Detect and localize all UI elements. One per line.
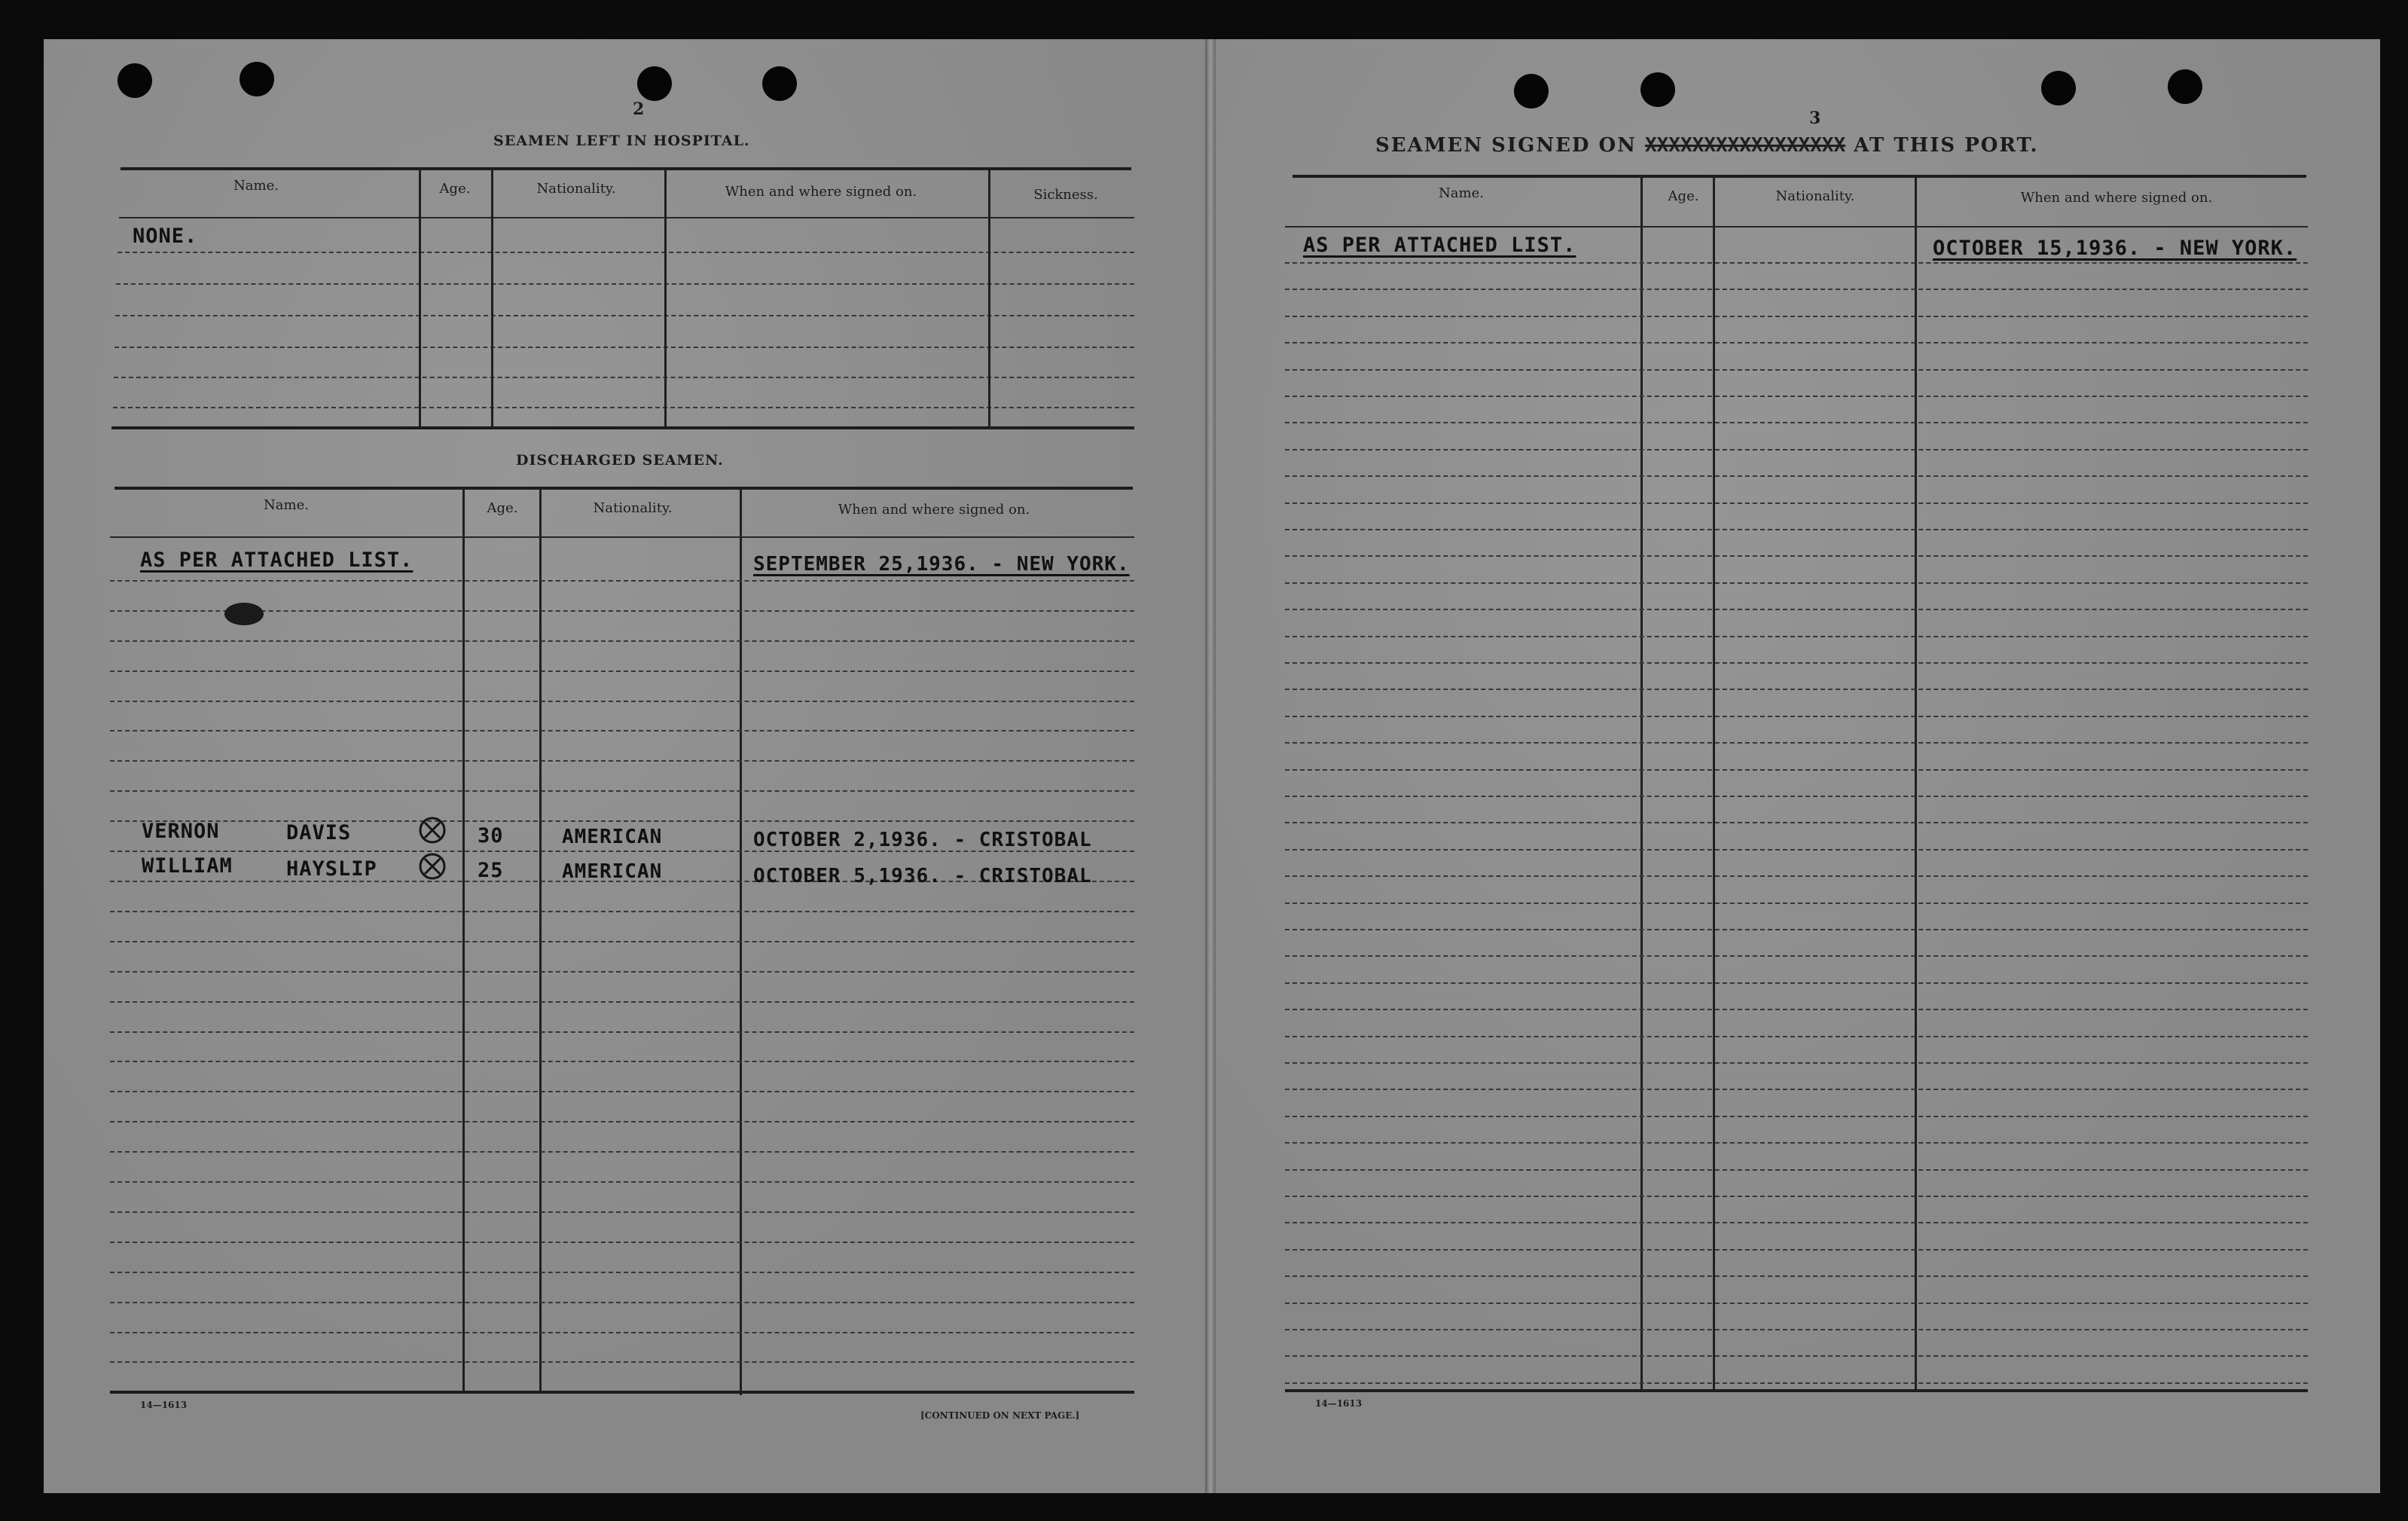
ruled-line: [1285, 716, 2308, 717]
col-nationality-header: Nationality.: [1775, 188, 1855, 204]
header-rule: [1285, 226, 2308, 228]
ruled-line: [1285, 1089, 2308, 1090]
ruled-line: [110, 1001, 1134, 1003]
col-name-header: Name.: [264, 497, 309, 513]
hospital-entry: NONE.: [133, 224, 198, 248]
col-age-header: Age.: [1668, 188, 1699, 204]
col-name-header: Name.: [1439, 185, 1484, 201]
hospital-section-title: SEAMEN LEFT IN HOSPITAL.: [493, 133, 750, 149]
table-bottom-rule: [111, 426, 1134, 429]
ruled-line: [1285, 689, 2308, 690]
discharged-attached-note: AS PER ATTACHED LIST.: [140, 548, 414, 572]
page-number: 2: [633, 99, 645, 119]
ruled-line: [1285, 609, 2308, 610]
table-top-rule: [121, 167, 1131, 170]
ruled-line: [1285, 929, 2308, 930]
header-rule: [110, 536, 1134, 538]
seaman-last-name: DAVIS: [286, 821, 352, 844]
ruled-line: [1285, 742, 2308, 744]
signed-on-section-title: [1375, 134, 2039, 157]
ruled-line: [110, 1181, 1134, 1183]
punch-hole: [2041, 71, 2076, 105]
ruled-line: [110, 1211, 1134, 1213]
ruled-line: [110, 1121, 1134, 1122]
ruled-line: [1285, 1169, 2308, 1171]
col-signed-on-header: When and where signed on.: [2020, 190, 2213, 206]
ruled-line: [1285, 369, 2308, 371]
ruled-line: [1285, 955, 2308, 957]
ruled-line: [110, 1031, 1134, 1033]
ruled-line: [110, 1361, 1134, 1363]
col-sickness-header: Sickness.: [1033, 187, 1098, 203]
ruled-line: [110, 971, 1134, 973]
form-number: 14—1613: [140, 1400, 188, 1410]
title-suffix: AT THIS PORT.: [1854, 134, 2039, 157]
discharged-attached-date: SEPTEMBER 25,1936. - NEW YORK.: [753, 553, 1130, 576]
seaman-signed-on: OCTOBER 2,1936. - CRISTOBAL: [753, 829, 1092, 851]
ruled-line: [110, 1242, 1134, 1243]
title-struck-text: XXXXXXXXXXXXXXXXX: [1644, 134, 1846, 157]
table-bottom-rule: [1285, 1389, 2308, 1392]
ruled-line: [110, 580, 1134, 582]
x-signature-mark-icon: [417, 815, 447, 845]
page-number: 3: [1809, 108, 1821, 128]
ruled-line: [1285, 475, 2308, 477]
left-page: [44, 39, 1210, 1493]
ruled-line: [110, 911, 1134, 912]
ruled-line: [1285, 796, 2308, 797]
ruled-line: [110, 610, 1134, 612]
title-prefix: SEAMEN SIGNED ON: [1375, 134, 1637, 157]
ruled-line: [1285, 316, 2308, 317]
ruled-line: [1285, 875, 2308, 877]
col-age-header: Age.: [439, 181, 471, 197]
ruled-line: [1285, 849, 2308, 851]
col-nationality-header: Nationality.: [536, 181, 616, 197]
ruled-line: [1285, 502, 2308, 504]
col-signed-on-header: When and where signed on.: [838, 502, 1030, 518]
ruled-line: [1285, 1303, 2308, 1304]
seaman-age: 25: [478, 859, 504, 882]
x-signature-mark-icon: [417, 851, 447, 881]
signed-on-attached-date: OCTOBER 15,1936. - NEW YORK.: [1933, 237, 2297, 260]
ruled-line: [1285, 1222, 2308, 1223]
ruled-line: [1285, 903, 2308, 904]
ruled-line: [1285, 1329, 2308, 1330]
ruled-line: [1285, 1116, 2308, 1117]
ruled-line: [1285, 289, 2308, 290]
ruled-line: [110, 670, 1134, 672]
ruled-line: [1285, 822, 2308, 823]
signed-on-attached-note: AS PER ATTACHED LIST.: [1303, 234, 1576, 257]
ruled-line: [1285, 982, 2308, 984]
seaman-first-name: VERNON: [142, 820, 220, 843]
continued-note: [CONTINUED ON NEXT PAGE.]: [920, 1410, 1080, 1421]
punch-hole: [2168, 69, 2202, 104]
ruled-line: [1285, 1249, 2308, 1251]
ruled-line: [1285, 555, 2308, 557]
table-top-rule: [114, 487, 1133, 490]
ruled-line: [110, 760, 1134, 762]
ruled-line: [110, 1061, 1134, 1062]
ruled-line: [1285, 582, 2308, 584]
ruled-line: [1285, 662, 2308, 664]
ruled-line: [1285, 342, 2308, 344]
ruled-line: [1285, 396, 2308, 397]
ruled-line: [1285, 1142, 2308, 1144]
table-top-rule: [1293, 175, 2306, 178]
seaman-nationality: AMERICAN: [562, 826, 663, 848]
seaman-last-name: HAYSLIP: [286, 857, 377, 881]
ruled-line: [110, 730, 1134, 731]
ruled-line: [110, 640, 1134, 642]
ruled-line: [1285, 1275, 2308, 1277]
seaman-age: 30: [478, 824, 504, 848]
punch-hole: [1640, 72, 1675, 107]
punch-hole: [637, 66, 672, 101]
col-nationality-header: Nationality.: [593, 500, 673, 516]
ruled-line: [110, 1091, 1134, 1092]
col-age-header: Age.: [487, 500, 518, 516]
ruled-line: [1285, 1355, 2308, 1357]
ruled-line: [110, 1272, 1134, 1273]
ruled-line: [1285, 636, 2308, 637]
ruled-line: [110, 941, 1134, 942]
ruled-line: [1285, 1196, 2308, 1197]
ruled-line: [110, 820, 1134, 822]
seaman-nationality: AMERICAN: [562, 860, 663, 883]
ruled-line: [1285, 769, 2308, 771]
ruled-line: [1285, 422, 2308, 423]
ruled-line: [110, 1332, 1134, 1333]
ruled-line: [1285, 449, 2308, 450]
ruled-line: [1285, 262, 2308, 264]
seaman-signed-on: OCTOBER 5,1936. - CRISTOBAL: [753, 865, 1092, 887]
discharged-section-title: DISCHARGED SEAMEN.: [516, 452, 724, 469]
seaman-first-name: WILLIAM: [142, 854, 233, 878]
ruled-line: [1285, 1382, 2308, 1384]
col-signed-on-header: When and where signed on.: [725, 184, 917, 200]
punch-hole: [240, 62, 274, 96]
ruled-line: [1285, 1009, 2308, 1010]
form-number: 14—1613: [1315, 1398, 1363, 1409]
punch-hole: [1514, 74, 1549, 108]
punch-hole: [762, 66, 797, 101]
ruled-line: [1285, 1062, 2308, 1064]
ruled-line: [110, 790, 1134, 792]
center-fold: [1205, 39, 1216, 1493]
ruled-line: [110, 1151, 1134, 1153]
ruled-line: [110, 701, 1134, 702]
table-bottom-rule: [110, 1391, 1134, 1394]
ruled-line: [1285, 1036, 2308, 1037]
ruled-line: [1285, 529, 2308, 530]
ruled-line: [110, 1302, 1134, 1303]
header-rule: [119, 217, 1134, 218]
punch-hole: [118, 63, 152, 98]
col-name-header: Name.: [233, 178, 279, 194]
